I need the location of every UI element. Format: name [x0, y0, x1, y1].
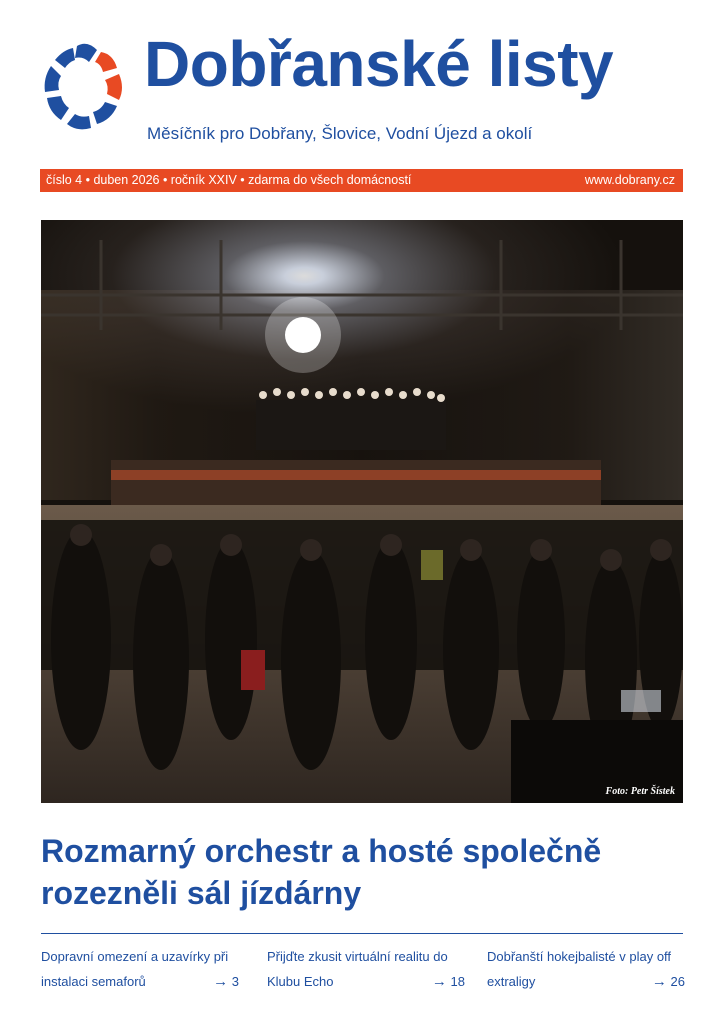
masthead-subtitle: Měsíčník pro Dobřany, Šlovice, Vodní Újezd a okolí	[147, 124, 533, 143]
photo-credit: Foto: Petr Šístek	[605, 786, 675, 797]
teaser-text-line-2: extraligy	[487, 974, 536, 989]
teaser-page-ref	[652, 969, 685, 994]
teaser-text-line-2: Klubu Echo	[267, 974, 334, 989]
teaser-text-line-2: instalaci semaforů	[41, 974, 146, 989]
website-link[interactable]: www.dobrany.cz	[584, 173, 675, 187]
headline-line-1: Rozmarný orchestr a hosté společně	[41, 833, 602, 869]
masthead	[0, 0, 724, 160]
star-ring-logo	[40, 38, 126, 142]
teaser-item[interactable]	[41, 944, 239, 994]
teaser-page-ref	[432, 969, 465, 994]
teaser-row	[41, 944, 683, 994]
teaser-item[interactable]	[267, 944, 465, 994]
masthead-title: Dobřanské listy	[144, 28, 614, 100]
teaser-page-number: 18	[450, 974, 465, 989]
arrow-right-icon: →	[651, 973, 667, 990]
teaser-text-line-1: Dobřanští hokejbalisté v play off	[487, 949, 672, 964]
teaser-text-line-1: Dopravní omezení a uzavírky při	[41, 949, 229, 964]
logo-petals	[45, 44, 122, 130]
teaser-page-ref	[213, 969, 239, 994]
cover-photo	[41, 220, 683, 803]
concert-photo	[41, 220, 683, 803]
arrow-right-icon: →	[213, 973, 229, 990]
divider	[41, 933, 683, 934]
lead-headline[interactable]	[41, 830, 681, 914]
issue-info: číslo 4 • duben 2026 • ročník XXIV • zdarma do všech domácností	[46, 173, 412, 187]
teaser-page-number: 3	[231, 974, 239, 989]
teaser-text-line-1: Přijďte zkusit virtuální realitu do	[267, 949, 448, 964]
arrow-right-icon: →	[431, 973, 447, 990]
issue-bar	[40, 169, 683, 192]
teaser-page-number: 26	[670, 974, 685, 989]
teaser-item[interactable]	[487, 944, 685, 994]
headline-line-2: rozezněli sál jízdárny	[41, 875, 362, 911]
